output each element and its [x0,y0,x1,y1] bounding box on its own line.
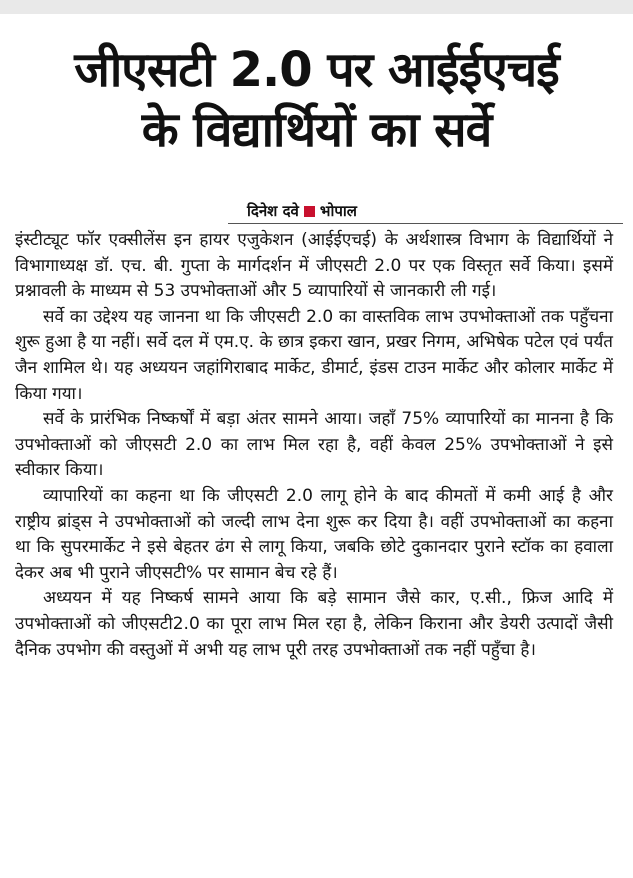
byline-rule [228,223,623,224]
byline-author: दिनेश दवे [247,202,299,220]
article-body [15,228,613,663]
byline-separator-square [304,206,315,217]
headline-line-2: के विद्यार्थियों का सर्वे [141,102,492,158]
byline [247,200,357,222]
top-edge-strip [0,0,633,14]
byline-location: भोपाल [319,202,357,220]
paragraph-1: इंस्टीट्यूट फॉर एक्सीलेंस इन हायर एजुकेशन (आईईएचई) के अर्थशास्त्र विभाग के विद्यार्थियों ने विभागाध्यक्ष डॉ. एच. बी. गुप्ता के मार्गदर्शन में जीएसटी 2.0 पर एक विस्तृत सर्वे किया। इसमें प्रश्नावली के माध्यम से 53 उपभोक्ताओं और 5 व्यापारियों से जानकारी ली गई। [15,230,613,302]
headline-line-1: जीएसटी 2.0 पर आईईएचई [74,42,559,98]
headline [0,40,633,160]
paragraph-2: सर्वे का उद्देश्य यह जानना था कि जीएसटी 2.0 का वास्तविक लाभ उपभोक्ताओं तक पहुँचना शुरू हुआ है या नहीं। सर्वे दल में एम.ए. के छात्र इकरा खान, प्रखर निगम, अभिषेक पटेल एवं पर्यंत जैन शामिल थे। यह अध्ययन जहांगिराबाद मार्केट, डीमार्ट, इंडस टाउन मार्केट और कोलार मार्केट में किया गया। [15,306,613,404]
paragraph-5: अध्ययन में यह निष्कर्ष सामने आया कि बड़े सामान जैसे कार, ए.सी., फ्रिज आदि में उपभोक्ताओं को जीएसटी2.0 का पूरा लाभ मिल रहा है, लेकिन किराना और डेयरी उत्पादों जैसी दैनिक उपभोग की वस्तुओं में अभी यह लाभ पूरी तरह उपभोक्ताओं तक नहीं पहुँचा है। [15,588,614,660]
paragraph-4: व्यापारियों का कहना था कि जीएसटी 2.0 लागू होने के बाद कीमतों में कमी आई है और राष्ट्रीय ब्रांड्स ने उपभोक्ताओं को जल्दी लाभ देना शुरू कर दिया है। वहीं उपभोक्ताओं का कहना था कि सुपरमार्केट ने इसे बेहतर ढंग से लागू किया, जबकि छोटे दुकानदार पुराने स्टॉक का हवाला देकर अब भी पुराने जीएसटी% पर सामान बेच रहे हैं। [15,485,613,583]
paragraph-3: सर्वे के प्रारंभिक निष्कर्षों में बड़ा अंतर सामने आया। जहाँ 75% व्यापारियों का मानना है कि उपभोक्ताओं को जीएसटी 2.0 का लाभ मिल रहा है, वहीं केवल 25% उपभोक्ताओं ने इसे स्वीकार किया। [15,409,613,481]
